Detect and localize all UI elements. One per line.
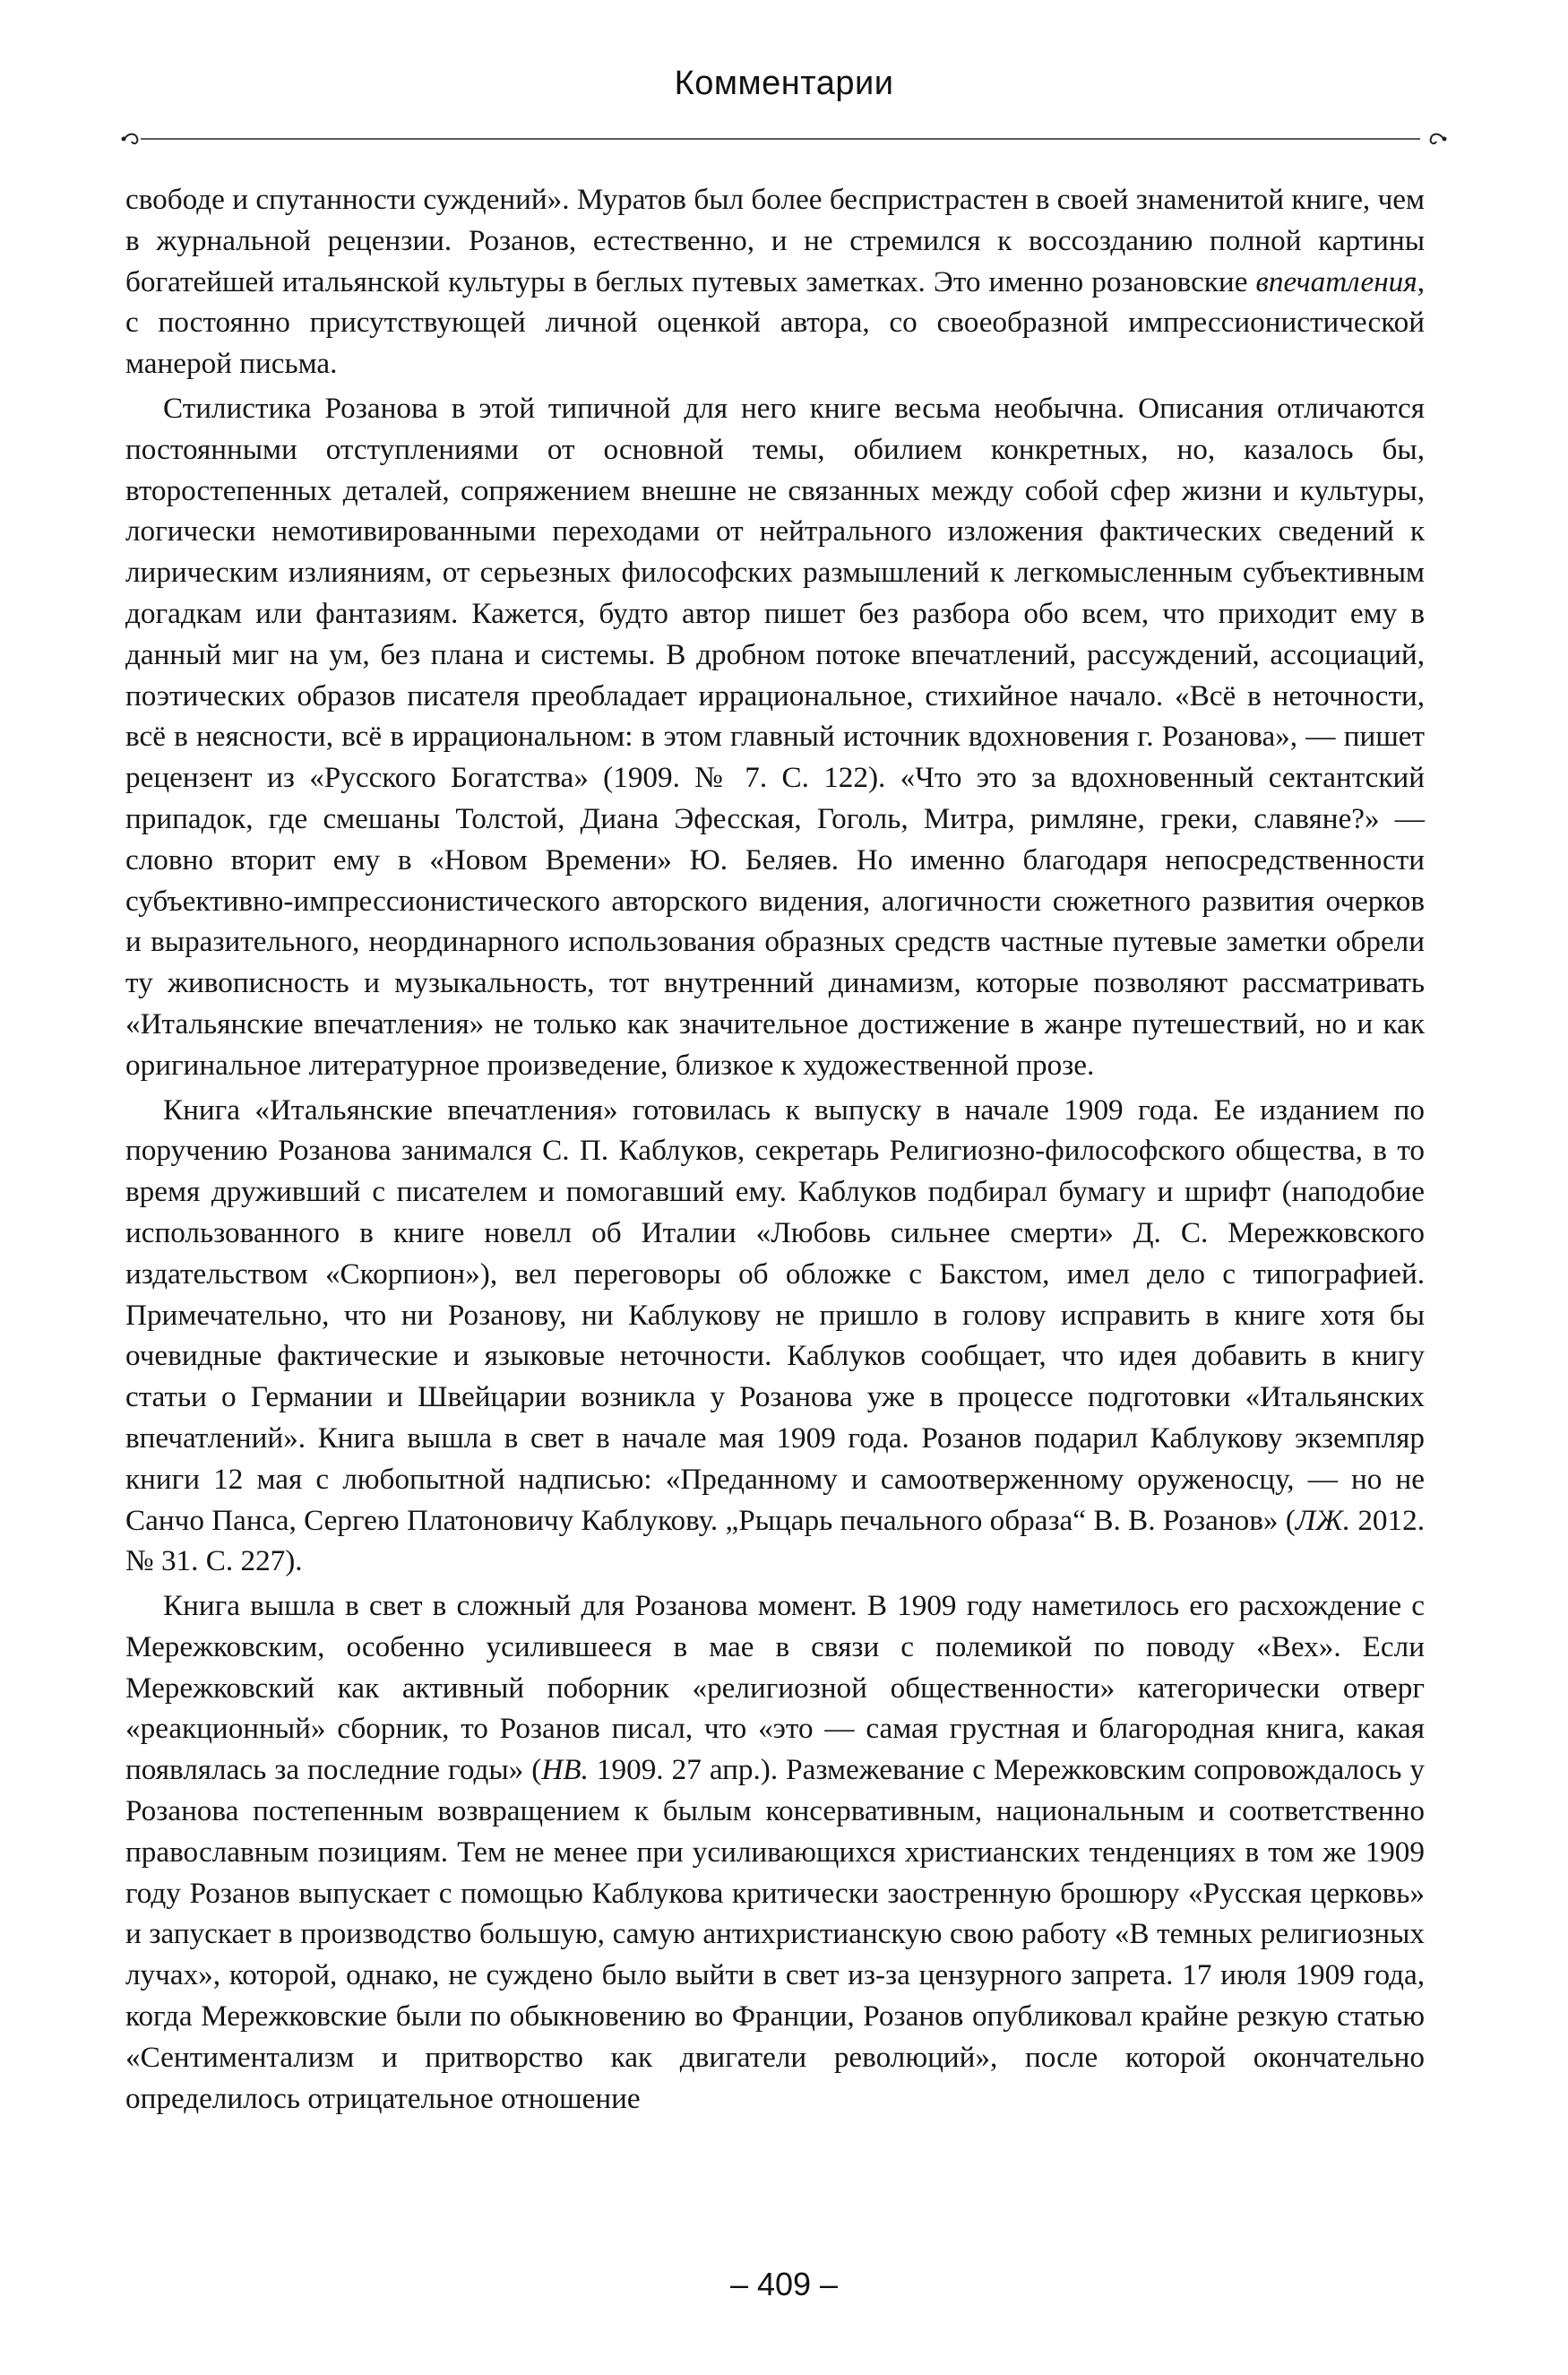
paragraph-2: Стилистика Розанова в этой типичной для него книге весьма необычна. Описания отличаются постоянными отступлениями от основной темы, обилием конкретных, но, казалось бы, второстепенных деталей, сопряжением внешне не связанных между собой сфер жизни и культуры, логически немотивированными переходами от нейтрального изложения фактических сведений к лирическим излияниям, от серьезных философских размышлений к легкомысленным субъективным догадкам или фантазиям. Кажется, будто автор пишет без разбора обо всем, что приходит ему в данный миг на ум, без плана и системы. В дробном потоке впечатлений, рассуждений, ассоциаций, поэтических образов писателя преобладает иррациональное, стихийное начало. «Всё в неточности, всё в неясности, всё в иррациональном: в этом главный источник вдохновения г. Розанова», — пишет рецензент из «Русского Богатства» (1909. № 7. С. 122). «Что это за вдохновенный сектантский припадок, где смешаны Толстой, Диана Эфесская, Гоголь, Митра, римляне, греки, славяне?» — словно вторит ему в «Новом Времени» Ю. Беляев. Но именно благодаря непосредственности субъективно-импрессионистического авторского видения, алогичности сюжетного развития очерков и выразительного, неординарного использования образных средств частные путевые заметки обрели ту живописность и музыкальность, тот внутренний динамизм, которые позволяют рассматривать «Итальянские впечатления» не только как значительное достижение в жанре путешествий, но и как оригинальное литературное произведение, близкое к художественной прозе. (125, 391, 1425, 1082)
paragraph-1 (125, 179, 1425, 384)
paragraph-4-italic: НВ. (541, 1753, 589, 1787)
paragraph-3 (125, 1090, 1425, 1583)
paragraph-1-text-a: свободе и спутанности суждений». Муратов был более беспристрастен в своей знаменитой книге, чем в журнальной рецензии. Розанов, естественно, и не стремился к воссозданию полной картины богатейшей итальянской культуры в беглых путевых заметках. Это именно розановские (125, 183, 1425, 298)
page-number: – 409 – (729, 2266, 839, 2302)
paragraph-4-text-b: 1909. 27 апр.). Размежевание с Мережковским сопровождалось у Розанова постепенным возвращением к былым консервативным, национальным и соответственно православным позициям. Тем не менее при усиливающихся христианских тенденциях в том же 1909 году Розанов выпускает с помощью Каблукова критически заостренную брошюру «Русская церковь» и запускает в производство большую, самую антихристианскую свою работу «В темных религиозных лучах», которой, однако, не суждено было выйти в свет из-за цензурного запрета. 17 июля 1909 года, когда Мережковские были по обыкновению во Франции, Розанов опубликовал крайне резкую статью «Сентиментализм и притворство как двигатели революций», после которой окончательно определилось отрицательное отношение (125, 1753, 1425, 2115)
paragraph-3-italic: ЛЖ. (1295, 1503, 1351, 1537)
paragraph-4-text-a: Книга вышла в свет в сложный для Розанова момент. В 1909 году наметилось его расхождение с Мережковским, особенно усилившееся в мае в связи с полемикой по поводу «Вех». Если Мережковский как активный поборник «религиозной общественности» категорически отверг «реакционный» сборник, то Розанов писал, что «это — самая грустная и благородная книга, какая появлялась за последние годы» ( (125, 1589, 1425, 1787)
commentary-body (125, 179, 1425, 2119)
header-rule-ornament (121, 125, 1447, 152)
paragraph-1-italic: впечатления (1255, 264, 1417, 298)
paragraph-1-text-b: , с постоянно присутствующей личной оценкой автора, со своеобразной импрессионистической манерой письма. (125, 264, 1425, 381)
paragraph-4 (125, 1585, 1425, 2119)
paragraph-3-text-b: 2012. № 31. С. 227). (125, 1503, 1426, 1578)
running-header-title: Комментарии (674, 65, 894, 102)
paragraph-3-text-a: Книга «Итальянские впечатления» готовилась к выпуску в начале 1909 года. Ее изданием по поручению Розанова занимался С. П. Каблуков, секретарь Религиозно-философского общества, в то время друживший с писателем и помогавший ему. Каблуков подбирал бумагу и шрифт (наподобие использованного в книге новелл об Италии «Любовь сильнее смерти» Д. С. Мережковского издательством «Скорпион»), вел переговоры об обложке с Бакстом, имел дело с типографией. Примечательно, что ни Розанову, ни Каблукову не пришло в голову исправить в книге хотя бы очевидные фактические и языковые неточности. Каблуков сообщает, что идея добавить в книгу статьи о Германии и Швейцарии возникла у Розанова уже в процессе подготовки «Итальянских впечатлений». Книга вышла в свет в начале мая 1909 года. Розанов подарил Каблукову экземпляр книги 12 мая с любопытной надписью: «Преданному и самоотверженному оруженосцу, — но не Санчо Панса, Сергею Платоновичу Каблукову. „Рыцарь печального образа“ В. В. Розанов» ( (125, 1092, 1425, 1537)
